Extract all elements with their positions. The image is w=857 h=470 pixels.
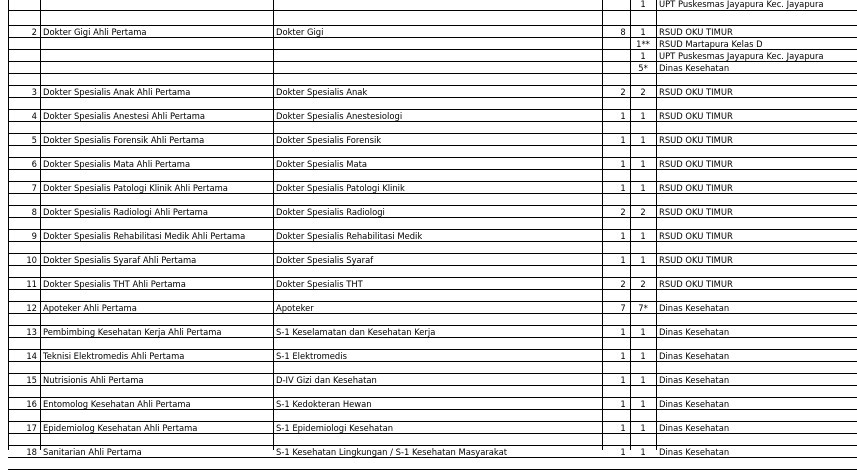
- placement-quota: 7*: [638, 303, 648, 313]
- row-rule: [8, 385, 857, 386]
- qualification: Apoteker: [276, 303, 314, 313]
- row-number: 15: [26, 375, 37, 385]
- total-quota: 1: [620, 423, 626, 433]
- total-quota: 1: [620, 255, 626, 265]
- placement-unit: Dinas Kesehatan: [659, 375, 730, 385]
- row-number: 16: [26, 399, 37, 409]
- row-rule: [8, 397, 857, 398]
- row-rule: [8, 85, 857, 86]
- total-quota: [616, 0, 630, 9]
- total-quota: 1: [620, 327, 626, 337]
- placement-unit: RSUD Martapura Kelas D: [659, 39, 763, 49]
- placement-unit: Dinas Kesehatan: [659, 303, 730, 313]
- row-number: 8: [31, 207, 37, 217]
- placement-quota: 1: [640, 27, 646, 37]
- total-quota: 8: [620, 27, 626, 37]
- placement-unit: RSUD OKU TIMUR: [659, 111, 733, 121]
- total-quota: 1: [620, 399, 626, 409]
- row-number: 17: [26, 423, 37, 433]
- row-number: 10: [26, 255, 37, 265]
- row-number: 7: [31, 183, 37, 193]
- row-number: 9: [31, 231, 37, 241]
- row-rule: [8, 193, 857, 194]
- row-rule: [8, 25, 857, 26]
- placement-unit: Dinas Kesehatan: [659, 423, 730, 433]
- position-name: Dokter Gigi Ahli Pertama: [43, 27, 147, 37]
- placement-quota: 1: [640, 375, 646, 385]
- placement-quota: 5*: [638, 63, 648, 73]
- placement-quota: 2: [640, 87, 646, 97]
- row-rule: [8, 145, 857, 146]
- row-rule: [8, 361, 857, 362]
- col-rule: [630, 0, 631, 450]
- placement-unit: Dinas Kesehatan: [659, 327, 730, 337]
- row-number: 4: [31, 111, 37, 121]
- col-rule: [273, 0, 274, 450]
- row-rule: [8, 49, 857, 50]
- qualification: Dokter Gigi: [276, 27, 324, 37]
- row-rule: [8, 97, 857, 98]
- placement-unit: RSUD OKU TIMUR: [659, 255, 733, 265]
- placement-unit: RSUD OKU TIMUR: [659, 135, 733, 145]
- row-number: 13: [26, 327, 37, 337]
- row-rule: [8, 205, 857, 206]
- row-rule: [8, 61, 857, 62]
- qualification: Dokter Spesialis Forensik: [276, 135, 382, 145]
- qualification: Dokter Spesialis Mata: [276, 159, 368, 169]
- row-rule: [8, 289, 857, 290]
- total-quota: 1: [620, 447, 626, 457]
- qualification: Dokter Spesialis Patologi Klinik: [276, 183, 405, 193]
- row-rule: [8, 241, 857, 242]
- placement-quota: 1: [640, 327, 646, 337]
- placement-quota: 1: [640, 447, 646, 457]
- row-number: 2: [31, 27, 37, 37]
- row-rule: [8, 217, 857, 218]
- position-name: Nutrisionis Ahli Pertama: [43, 375, 144, 385]
- row-number: 5: [31, 135, 37, 145]
- qualification: S-1 Epidemiologi Kesehatan: [276, 423, 394, 433]
- placement-unit: RSUD OKU TIMUR: [659, 231, 733, 241]
- placement-unit: Dinas Kesehatan: [659, 447, 730, 457]
- qualification: S-1 Kesehatan Lingkungan / S-1 Kesehatan Masyarakat: [276, 447, 508, 457]
- qualification: D-IV Gizi dan Kesehatan: [276, 375, 377, 385]
- placement-unit: UPT Puskesmas Jayapura Kec. Jayapura: [659, 51, 824, 61]
- row-rule: [8, 121, 857, 122]
- row-number: 6: [31, 159, 37, 169]
- row-rule: [8, 313, 857, 314]
- placement-unit: RSUD OKU TIMUR: [659, 87, 733, 97]
- row-rule: [8, 181, 857, 182]
- row-rule: [8, 10, 857, 11]
- placement-unit: Dinas Kesehatan: [659, 63, 730, 73]
- total-quota: 1: [620, 231, 626, 241]
- row-rule: [8, 169, 857, 170]
- total-quota: 1: [620, 351, 626, 361]
- total-quota: 1: [620, 183, 626, 193]
- row-rule: [8, 301, 857, 302]
- total-quota: 1: [620, 159, 626, 169]
- col-rule: [602, 0, 603, 450]
- placement-quota: 1: [640, 183, 646, 193]
- qualification: Dokter Spesialis Rehabilitasi Medik: [276, 231, 423, 241]
- position-name: Entomolog Kesehatan Ahli Pertama: [43, 399, 191, 409]
- total-quota: 1: [620, 111, 626, 121]
- row-number: [9, 0, 37, 9]
- row-rule: [8, 337, 857, 338]
- row-number: 11: [26, 279, 37, 289]
- position-name: Pembimbing Kesehatan Kerja Ahli Pertama: [43, 327, 222, 337]
- row-rule: [8, 109, 857, 110]
- row-rule: [8, 133, 857, 134]
- row-number: 18: [26, 447, 37, 457]
- qualification: Dokter Spesialis Radiologi: [276, 207, 385, 217]
- total-quota: 1: [620, 375, 626, 385]
- position-name: Dokter Spesialis Patologi Klinik Ahli Pertama: [43, 183, 228, 193]
- col-rule: [656, 0, 657, 450]
- placement-quota: 1: [640, 399, 646, 409]
- qualification: Dokter Spesialis Anestesiologi: [276, 111, 403, 121]
- placement-quota: 1: [640, 255, 646, 265]
- row-rule: [8, 349, 857, 350]
- row-number: 3: [31, 87, 37, 97]
- placement-unit: Dinas Kesehatan: [659, 351, 730, 361]
- total-quota: 2: [620, 87, 626, 97]
- row-rule: [8, 265, 857, 266]
- placement-quota: 1: [640, 351, 646, 361]
- qualification: Dokter Spesialis THT: [276, 279, 363, 289]
- placement-quota: 1: [640, 51, 646, 61]
- row-rule: [8, 325, 857, 326]
- placement-unit: RSUD OKU TIMUR: [659, 183, 733, 193]
- placement-quota: 1: [640, 0, 646, 9]
- qualification: S-1 Elektromedis: [276, 351, 347, 361]
- placement-quota: 1: [640, 159, 646, 169]
- position-name: Apoteker Ahli Pertama: [43, 303, 137, 313]
- row-rule: [8, 277, 857, 278]
- placement-quota: 1: [640, 135, 646, 145]
- total-quota: 7: [620, 303, 626, 313]
- row-rule: [8, 457, 857, 458]
- row-number: 14: [26, 351, 37, 361]
- position-name: Dokter Spesialis Rehabilitasi Medik Ahli Pertama: [43, 231, 246, 241]
- placement-quota: 2: [640, 279, 646, 289]
- position-name: Sanitarian Ahli Pertama: [43, 447, 142, 457]
- placement-unit: RSUD OKU TIMUR: [659, 27, 733, 37]
- row-rule: [8, 421, 857, 422]
- placement-unit: UPT Puskesmas Jayapura Kec. Jayapura: [659, 0, 824, 9]
- row-rule: [8, 373, 857, 374]
- total-quota: 1: [620, 135, 626, 145]
- position-name: Dokter Spesialis Anak Ahli Pertama: [43, 87, 191, 97]
- placement-quota: 1: [640, 231, 646, 241]
- position-name: Dokter Spesialis Mata Ahli Pertama: [43, 159, 191, 169]
- total-quota: 2: [620, 207, 626, 217]
- qualification: Dokter Spesialis Syaraf: [276, 255, 374, 265]
- position-name: Epidemiolog Kesehatan Ahli Pertama: [43, 423, 198, 433]
- position-name: Dokter Spesialis Syaraf Ahli Pertama: [43, 255, 197, 265]
- row-number: 12: [26, 303, 37, 313]
- placement-quota: 2: [640, 207, 646, 217]
- total-quota: 2: [620, 279, 626, 289]
- placement-unit: RSUD OKU TIMUR: [659, 159, 733, 169]
- placement-unit: RSUD OKU TIMUR: [659, 207, 733, 217]
- row-rule: [8, 229, 857, 230]
- placement-unit: RSUD OKU TIMUR: [659, 279, 733, 289]
- col-rule: [40, 0, 41, 450]
- placement-quota: 1: [640, 111, 646, 121]
- qualification: Dokter Spesialis Anak: [276, 87, 368, 97]
- position-name: Teknisi Elektromedis Ahli Pertama: [43, 351, 185, 361]
- row-rule: [8, 157, 857, 158]
- qualification: S-1 Keselamatan dan Kesehatan Kerja: [276, 327, 436, 337]
- row-rule: [8, 37, 857, 38]
- position-name: Dokter Spesialis THT Ahli Pertama: [43, 279, 186, 289]
- position-name: Dokter Spesialis Anestesi Ahli Pertama: [43, 111, 205, 121]
- placement-unit: Dinas Kesehatan: [659, 399, 730, 409]
- row-rule: [8, 409, 857, 410]
- row-rule: [8, 433, 857, 434]
- placement-quota: 1: [640, 423, 646, 433]
- row-rule: [8, 253, 857, 254]
- placement-quota: 1**: [636, 39, 650, 49]
- position-name: Dokter Spesialis Forensik Ahli Pertama: [43, 135, 205, 145]
- position-name: Dokter Spesialis Radiologi Ahli Pertama: [43, 207, 208, 217]
- row-rule: [8, 445, 857, 446]
- row-rule: [8, 73, 857, 74]
- qualification: S-1 Kedokteran Hewan: [276, 399, 372, 409]
